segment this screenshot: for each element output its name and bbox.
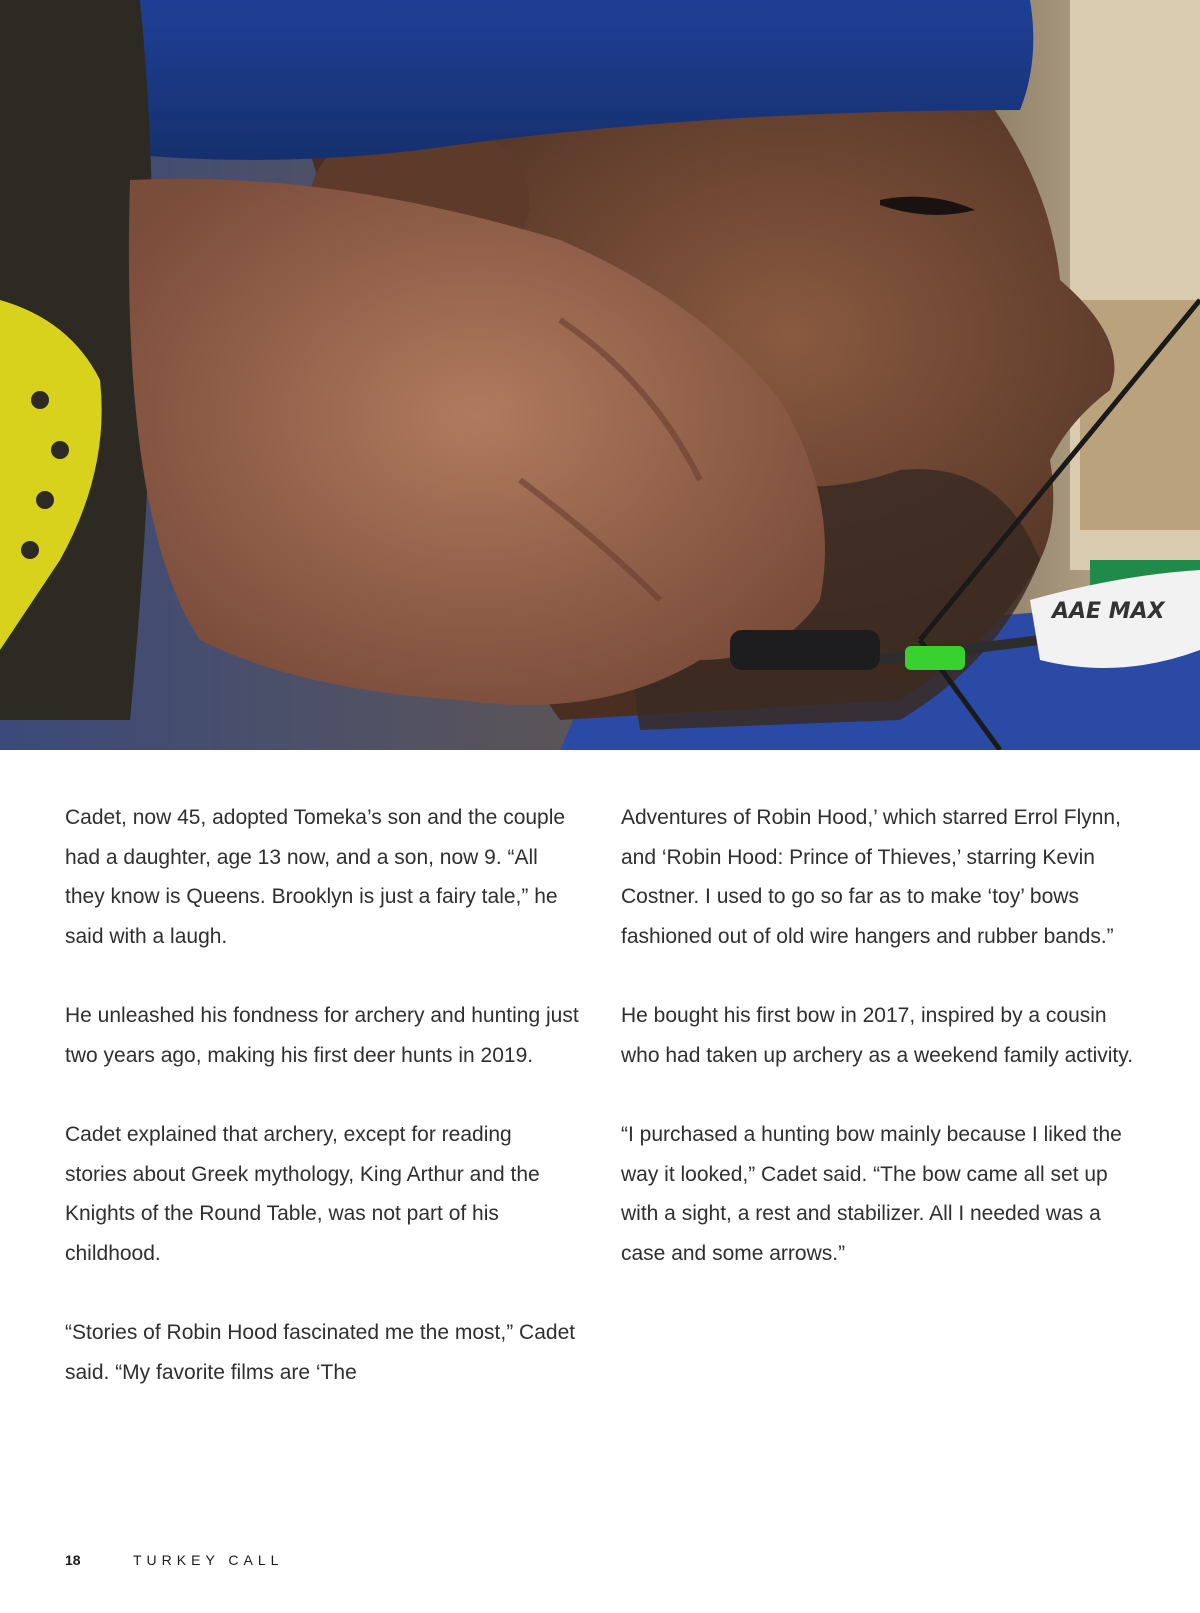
left-column	[65, 798, 579, 1432]
page-footer	[65, 1552, 283, 1568]
paragraph: “I purchased a hunting bow mainly because I liked the way it looked,” Cadet said. “The bow came all set up with a sight, a rest and stabilizer. All I needed was a case and some arrows.”	[621, 1123, 1122, 1265]
right-column	[621, 798, 1135, 1432]
paragraph: Cadet, now 45, adopted Tomeka’s son and the couple had a daughter, age 13 now, and a son, now 9. “All they know is Queens. Brooklyn is just a fairy tale,” he said with a laugh.	[65, 806, 566, 948]
arrow-vane-text: AAE MAX	[1052, 599, 1165, 624]
paragraph: “Stories of Robin Hood fascinated me the most,” Cadet said. “My favorite films are ‘The	[65, 1321, 576, 1384]
paragraph: Adventures of Robin Hood,’ which starred Errol Flynn, and ‘Robin Hood: Prince of Thieves,’ starring Kevin Costner. I used to go so far as to make ‘toy’ bows fashioned out of old wire hangers and rubber bands.”	[621, 806, 1121, 948]
paragraph: He bought his first bow in 2017, inspired by a cousin who had taken up archery as a weekend family activity.	[621, 1004, 1134, 1067]
hero-photo	[0, 0, 1200, 750]
archer-photo-illustration	[0, 0, 1200, 750]
paragraph: Cadet explained that archery, except for reading stories about Greek mythology, King Arthur and the Knights of the Round Table, was not part of his childhood.	[65, 1123, 540, 1265]
paragraph: He unleashed his fondness for archery and hunting just two years ago, making his first deer hunts in 2019.	[65, 1004, 579, 1067]
magazine-name: TURKEY CALL	[133, 1552, 284, 1568]
article-body	[65, 798, 1135, 1432]
page-number: 18	[65, 1552, 81, 1568]
